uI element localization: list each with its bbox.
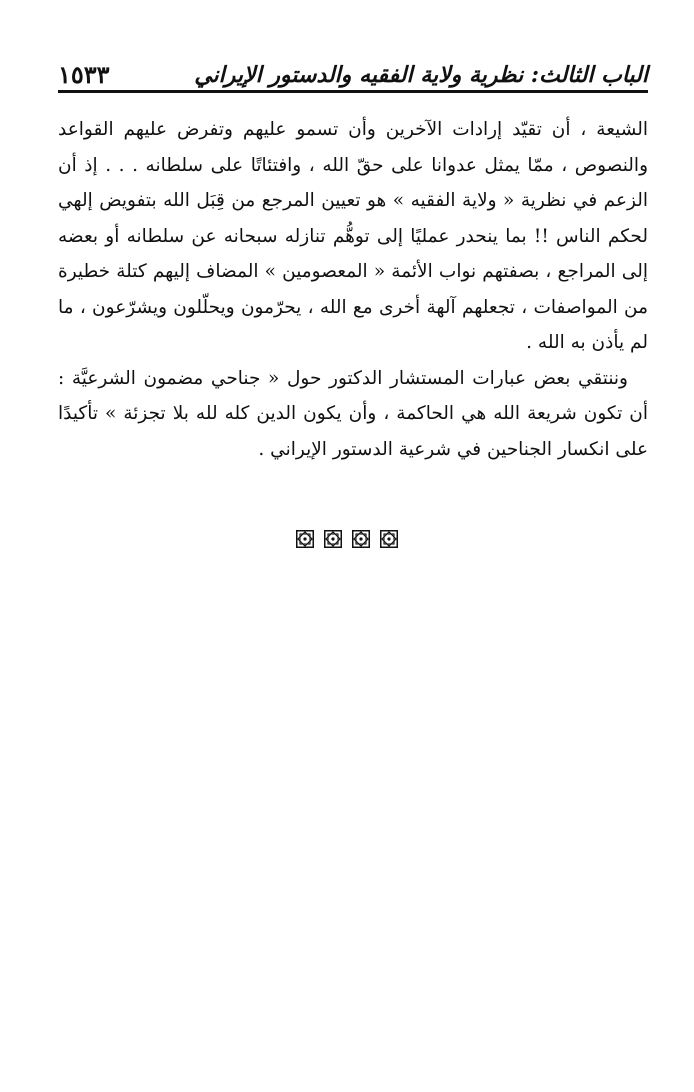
paragraph-1: الشيعة ، أن تقيّد إرادات الآخرين وأن تسمو عليهم وتفرض عليهم القواعد والنصوص ، ممّا يمثل عدوانا على حقّ الله ، وافتئاتًا على سلطانه . . . إذ أن الزعم في نظرية « ولاية الفقيه » هو تعيين المرجع من قِبَل الله بتفويض إلهي لحكم الناس !! بما ينحدر عمليًا إلى توهُّم تنازله سبحانه عن سلطانه أو بعضه إلى المراجع ، بصفتهم نواب الأئمة « المعصومين » المضاف إليهم كتلة خطيرة من المواصفات ، تجعلهم آلهة أخرى مع الله ، يحرّمون ويحلّلون ويشرّعون ، ما لم يأذن به الله . <box>58 119 648 353</box>
paragraph-2: وننتقي بعض عبارات المستشار الدكتور حول « جناحي مضمون الشرعيَّة : أن تكون شريعة الله هي الحاكمة ، وأن يكون الدين كله لله بلا تجزئة » تأكيدًا على انكسار الجناحين في شرعية الدستور الإيراني . <box>58 367 648 460</box>
geometric-star-ornament-icon <box>352 530 370 548</box>
geometric-star-ornament-icon <box>324 530 342 548</box>
chapter-title: الباب الثالث: نظرية ولاية الفقيه والدستور الإيراني <box>194 62 648 88</box>
geometric-star-ornament-icon <box>380 530 398 548</box>
page-number: ١٥٣٣ <box>58 60 110 89</box>
header-rule <box>58 90 648 93</box>
body-text <box>58 112 648 467</box>
running-header <box>58 48 648 90</box>
geometric-star-ornament-icon <box>296 530 314 548</box>
section-end-ornaments <box>0 530 694 548</box>
